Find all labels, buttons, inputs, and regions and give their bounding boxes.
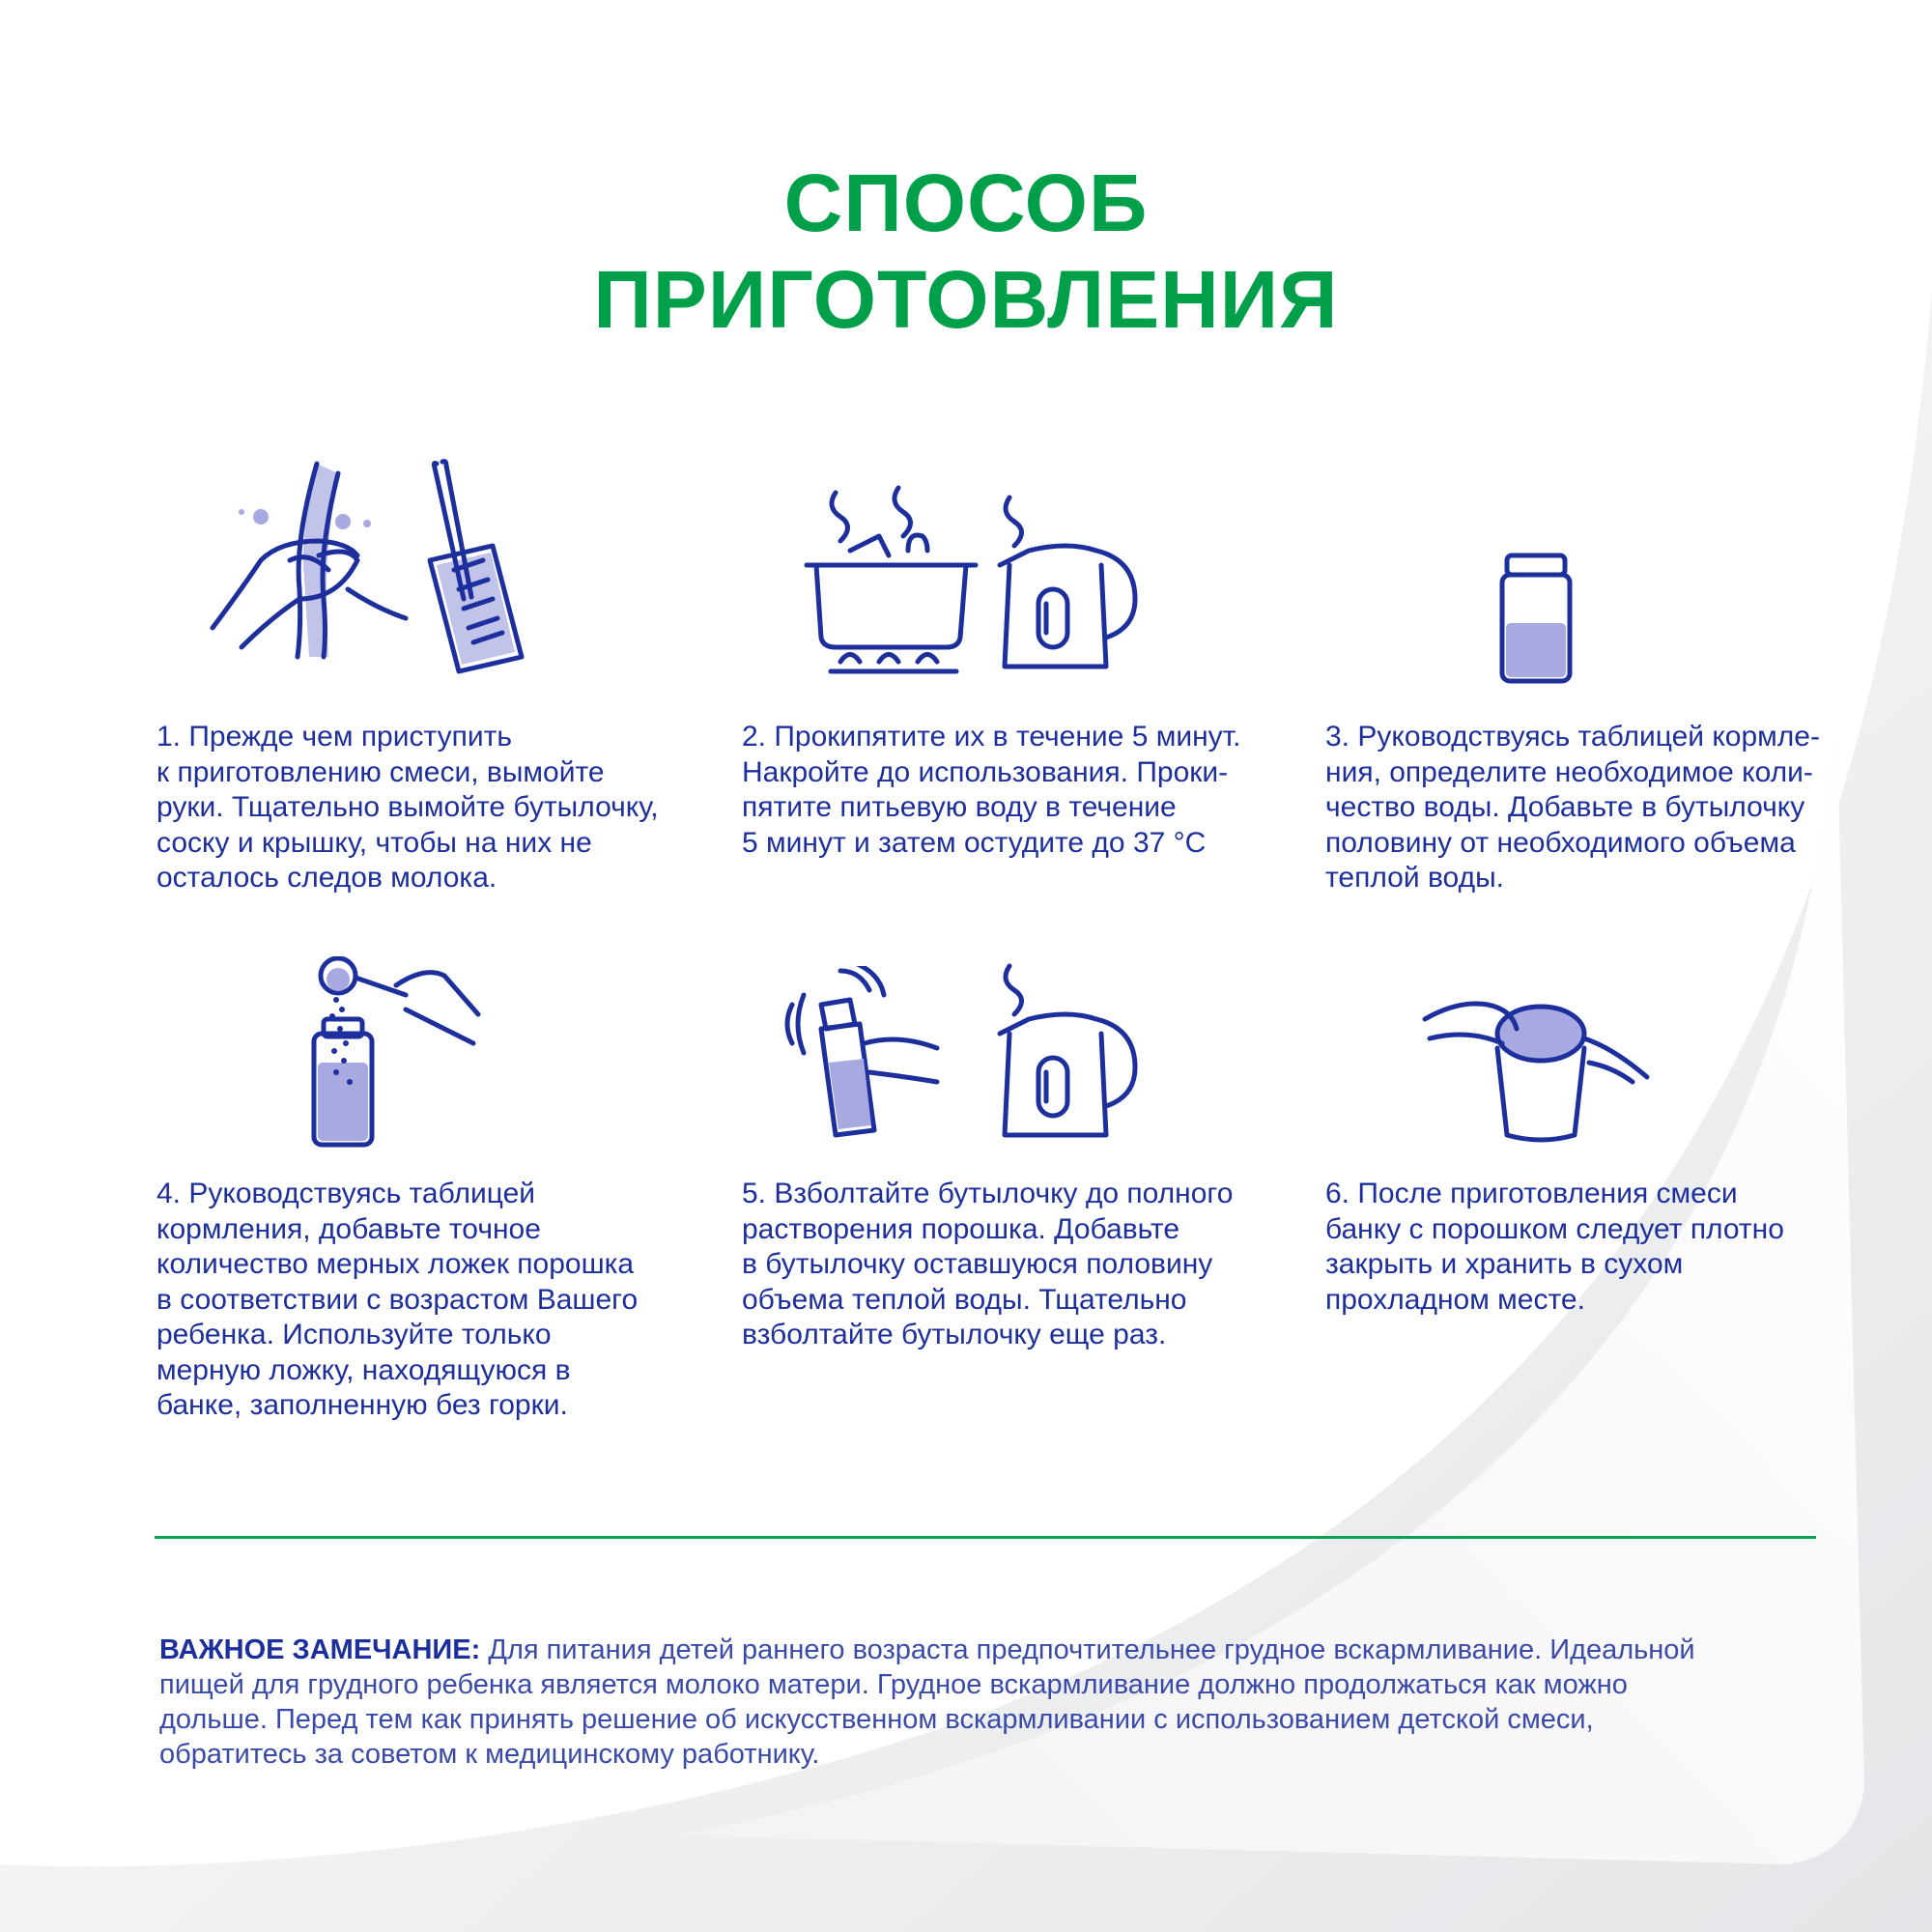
important-note: [159, 1633, 1802, 1772]
title-line-1: СПОСОБ: [783, 157, 1149, 248]
measuring-spoon-bottle-icon: [309, 956, 483, 1150]
step-6-text: 6. После приготовления смеси банку с порошком следует плотно закрыть и хранить в сухом прохладном месте.: [1325, 1178, 1784, 1316]
step-3-text: 3. Руководствуясь таблицей кормле- ния, определите необходимое коли- чество воды. Добавьте в бутылочку половину от необходимого объема теплой воды.: [1325, 721, 1820, 894]
step-2-text: 2. Прокипятите их в течение 5 минут. Накройте до использования. Проки- пятите питьевую воду в течение 5 минут и затем остудите до 37 °С: [742, 721, 1241, 859]
shaking-bottle-icon: [782, 966, 947, 1140]
page-title: [0, 155, 1932, 348]
step-5-text: 5. Взболтайте бутылочку до полного растворения порошка. Добавьте в бутылочку оставшуюся половину объема теплой воды. Тщательно взболтайте бутылочку еще раз.: [742, 1178, 1234, 1350]
closing-can-icon: [1420, 990, 1652, 1145]
important-note-text: Для питания детей раннего возраста предпочтительнее грудное вскармливание. Идеальной пищей для грудного ребенка является молоко матери. Грудное вскармливание должно продолжаться как можно дольше. Перед тем как принять решение об искусственном вскармливании с использованием детской смеси, обратитесь за советом к медицинскому работнику.: [159, 1634, 1695, 1770]
boiling-pot-icon: [802, 483, 985, 676]
washing-hands-icon: [203, 454, 415, 667]
step-4-text: 4. Руководствуясь таблицей кормления, добавьте точное количество мерных ложек порошка в соответствии с возрастом Вашего ребенка. Используйте только мерную ложку, находящуюся в банке, заполненную без горки.: [156, 1178, 639, 1421]
bottle-brush-icon: [425, 454, 531, 676]
bottle-half-water-icon: [1497, 551, 1575, 686]
kettle-icon: [990, 493, 1145, 676]
kettle-icon-2: [990, 961, 1145, 1145]
title-line-2: ПРИГОТОВЛЕНИЯ: [593, 254, 1339, 345]
important-note-label: ВАЖНОЕ ЗАМЕЧАНИЕ:: [159, 1634, 481, 1665]
step-1-text: 1. Прежде чем приступить к приготовлению смеси, вымойте руки. Тщательно вымойте бутылочку, соску и крышку, чтобы на них не осталось следов молока.: [156, 721, 659, 894]
section-divider: [155, 1536, 1816, 1539]
